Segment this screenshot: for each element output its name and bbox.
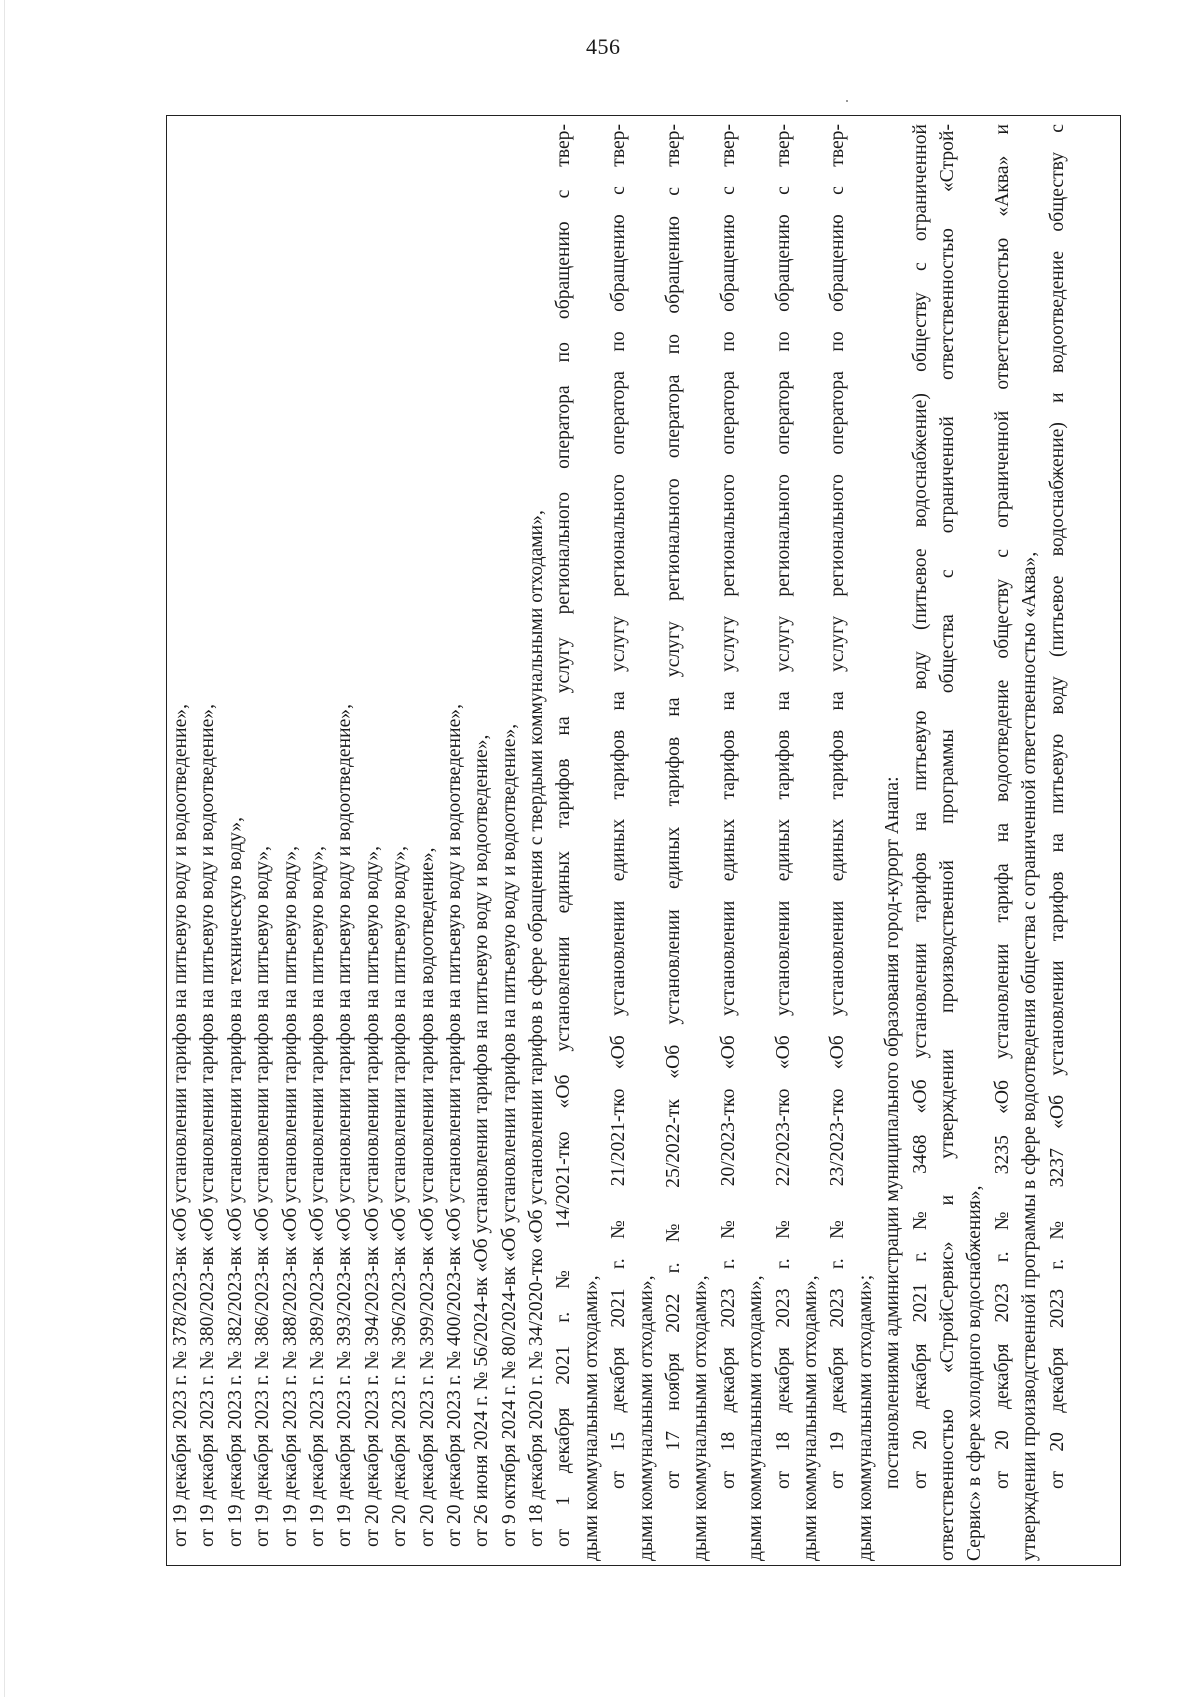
text-line: от 18 декабря 2023 г. № 22/2023-тко «Об установлении единых тарифов на услугу регионального оператора по обращению с твер- — [772, 124, 794, 1489]
text-line: Сервис» в сфере холодного водоснабжения», — [964, 1185, 986, 1561]
text-line: дыми коммунальными отходами», — [745, 1275, 767, 1561]
text-line: дыми коммунальными отходами»; — [854, 1274, 876, 1561]
text-line: от 18 декабря 2020 г. № 34/2020-тко «Об установлении тарифов в сфере обращения с твердыми коммунальными отходами», — [526, 510, 548, 1547]
text-line: дыми коммунальными отходами», — [580, 1275, 602, 1561]
text-line: дыми коммунальными отходами», — [690, 1275, 712, 1561]
text-line: от 19 декабря 2023 г. № 388/2023-вк «Об установлении тарифов на питьевую воду», — [279, 845, 301, 1547]
text-line: дыми коммунальными отходами», — [799, 1275, 821, 1561]
text-line: дыми коммунальными отходами», — [635, 1275, 657, 1561]
text-line: от 19 декабря 2023 г. № 382/2023-вк «Об установлении тарифов на техническую воду», — [224, 816, 246, 1547]
scan-artifact-dot — [846, 100, 848, 102]
text-line: от 19 декабря 2023 г. № 380/2023-вк «Об установлении тарифов на питьевую воду и водоотведение», — [197, 704, 219, 1547]
text-line: от 20 декабря 2023 г. № 399/2023-вк «Об установлении тарифов на водоотведение», — [416, 847, 438, 1547]
text-line: от 15 декабря 2021 г. № 21/2021-тко «Об установлении единых тарифов на услугу регионального оператора по обращению с твер- — [608, 124, 630, 1489]
text-line: от 17 ноября 2022 г. № 25/2022-тк «Об установлении единых тарифов на услугу регионального оператора по обращению с твер- — [663, 124, 685, 1489]
rotated-text-block — [167, 116, 1121, 1566]
text-line: от 19 декабря 2023 г. № 378/2023-вк «Об установлении тарифов на питьевую воду и водоотведение», — [170, 704, 191, 1547]
text-line: от 20 декабря 2023 г. № 394/2023-вк «Об установлении тарифов на питьевую воду», — [361, 845, 383, 1547]
text-line: от 19 декабря 2023 г. № 393/2023-вк «Об установлении тарифов на питьевую воду и водоотведение», — [334, 704, 356, 1547]
page-number: 456 — [586, 34, 621, 59]
text-line: от 20 декабря 2023 г. № 400/2023-вк «Об установлении тарифов на питьевую воду и водоотведение», — [443, 704, 465, 1547]
text-line: ответственностью «СтройСервис» и утверждении производственной программы общества с ограниченной ответственностью «Строй- — [936, 124, 958, 1561]
text-line: от 20 декабря 2023 г. № 3237 «Об установлении тарифов на питьевую воду (питьевое водоснабжение) и водоотведение обществу с — [1046, 124, 1068, 1489]
text-line: от 26 июня 2024 г. № 56/2024-вк «Об установлении тарифов на питьевую воду и водоотведение», — [471, 734, 493, 1547]
text-line: от 20 декабря 2023 г. № 396/2023-вк «Об установлении тарифов на питьевую воду», — [389, 845, 411, 1547]
text-line: от 1 декабря 2021 г. № 14/2021-тко «Об установлении единых тарифов на услугу регионального оператора по обращению с твер- — [553, 124, 575, 1547]
scan-edge-line — [4, 0, 5, 1697]
text-line: от 19 декабря 2023 г. № 389/2023-вк «Об установлении тарифов на питьевую воду», — [306, 845, 328, 1547]
text-line: от 20 декабря 2023 г. № 3235 «Об установлении тарифа на водоотведение обществу с ограниченной ответственностью «Аква» и — [991, 124, 1013, 1489]
text-line: утверждении производственной программы в сфере водоотведения общества с ограниченной ответственностью «Аква», — [1019, 551, 1041, 1561]
text-line: от 19 декабря 2023 г. № 23/2023-тко «Об установлении единых тарифов на услугу регионального оператора по обращению с твер- — [827, 124, 849, 1489]
text-line: от 20 декабря 2021 г. № 3468 «Об установлении тарифов на питьевую воду (питьевое водоснабжение) обществу с ограниченной — [909, 124, 931, 1489]
document-frame — [166, 115, 1121, 1566]
text-line: от 9 октября 2024 г. № 80/2024-вк «Об установлении тарифов на питьевую воду и водоотведение», — [498, 723, 520, 1547]
text-line: от 19 декабря 2023 г. № 386/2023-вк «Об установлении тарифов на питьевую воду», — [252, 845, 274, 1547]
text-line: постановлениями администрации муниципального образования город-курорт Анапа: — [882, 776, 904, 1489]
text-line: от 18 декабря 2023 г. № 20/2023-тко «Об установлении единых тарифов на услугу регионального оператора по обращению с твер- — [717, 124, 739, 1489]
